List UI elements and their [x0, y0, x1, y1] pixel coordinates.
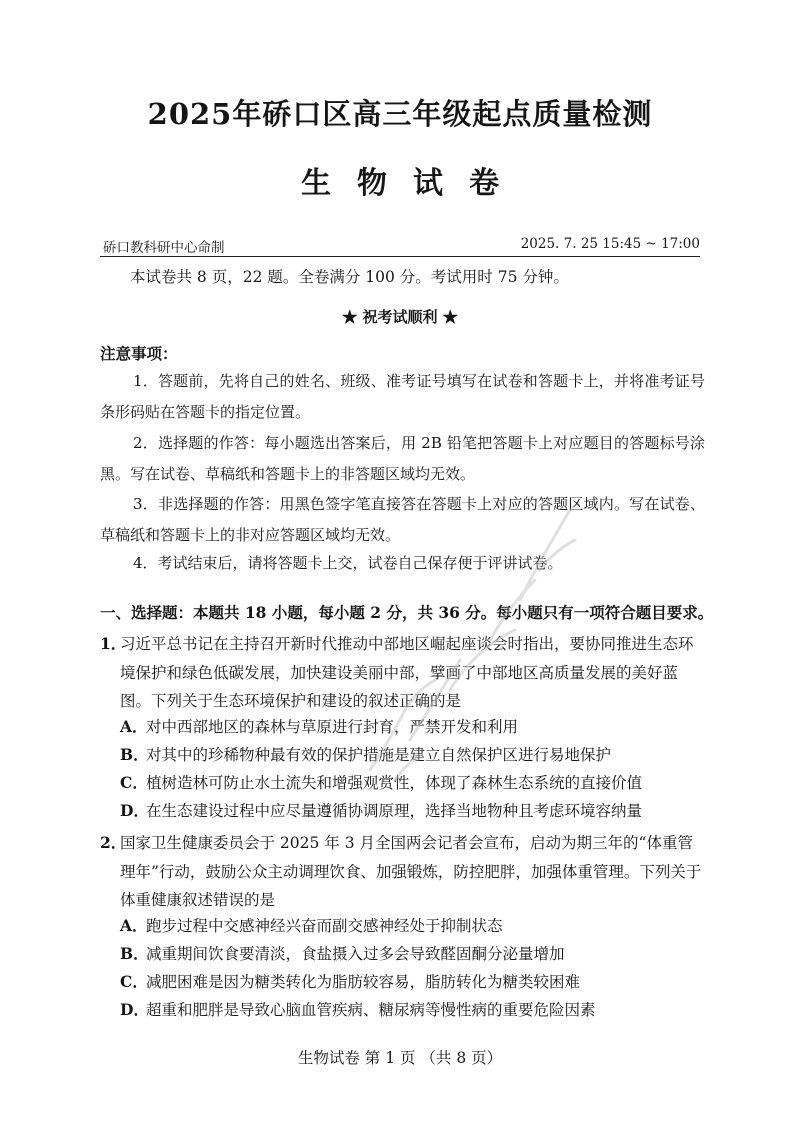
page-footer: 生物试卷 第 1 页 （共 8 页） — [297, 1049, 503, 1067]
notice-item: 2．选择题的作答：每小题选出答案后，用 2B 铅笔把答题卡上对应题目的答题标号涂黑。写在试卷、草稿纸和答题卡上的非答题区域均无效。 — [100, 434, 705, 483]
blessing-line: ★ 祝考试顺利 ★ — [342, 308, 458, 326]
question-2-option-c: C．减肥困难是因为糖类转化为脂肪较容易，脂肪转化为糖类较困难 — [120, 972, 581, 991]
exam-datetime: 2025. 7. 25 15:45 ~ 17:00 — [520, 236, 700, 252]
question-1-option-a: A．对中西部地区的森林与草原进行封育，严禁开发和利用 — [120, 717, 519, 736]
notice-item: 4．考试结束后，请将答题卡上交，试卷自己保存便于评讲试卷。 — [133, 554, 563, 572]
exam-subject-title: 生物试卷 — [301, 166, 525, 201]
notice-item: 1．答题前，先将自己的姓名、班级、准考证号填写在试卷和答题卡上，并将准考证号条形码贴在答题卡的指定位置。 — [100, 372, 705, 421]
question-1-stem: 1． 习近平总书记在主持召开新时代推动中部地区崛起座谈会时指出，要协同推进生态环境保护和绿色低碳发展，加快建设美丽中部，擘画了中部地区高质量发展的美好蓝图。下列关于生态环境保护和建设的叙述正确的是 — [100, 630, 705, 716]
question-1-option-c: C．植树造林可防止水土流失和增强观赏性，体现了森林生态系统的直接价值 — [120, 773, 643, 792]
question-1-option-b: B．对其中的珍稀物种最有效的保护措施是建立自然保护区进行易地保护 — [120, 745, 612, 764]
header-divider — [100, 256, 700, 257]
issuer-label: 硚口教科研中心命制 — [103, 240, 225, 256]
exam-title: 2025年硚口区高三年级起点质量检测 — [147, 97, 653, 131]
question-1-option-d: D．在生态建设过程中应尽量遵循协调原理，选择当地物种且考虑环境容纳量 — [120, 801, 643, 820]
notice-item: 3．非选择题的作答：用黑色签字笔直接答在答题卡上对应的答题区域内。写在试卷、草稿纸和答题卡上的非对应答题区域均无效。 — [100, 495, 705, 544]
section-heading: 一、选择题：本题共 18 小题，每小题 2 分，共 36 分。每小题只有一项符合题目要求。 — [100, 603, 714, 622]
question-2-option-a: A．跑步过程中交感神经兴奋而副交感神经处于抑制状态 — [120, 916, 503, 935]
exam-intro: 本试卷共 8 页，22 题。全卷满分 100 分。考试用时 75 分钟。 — [130, 268, 569, 286]
question-2-option-d: D．超重和肥胖是导致心脑血管疾病、糖尿病等慢性病的重要危险因素 — [120, 1000, 596, 1019]
question-number: 2． — [100, 833, 127, 852]
question-2-option-b: B．减重期间饮食要清淡，食盐摄入过多会导致醛固酮分泌量增加 — [120, 944, 565, 963]
question-2-stem: 2． 国家卫生健康委员会于 2025 年 3 月全国两会记者会宣布，启动为期三年的“体重管理年”行动，鼓励公众主动调理饮食、加强锻炼，防控肥胖，加强体重管理。下列关于体重健康叙述错误的是 — [100, 829, 705, 915]
notice-heading: 注意事项： — [100, 344, 178, 363]
question-number: 1． — [100, 634, 127, 653]
